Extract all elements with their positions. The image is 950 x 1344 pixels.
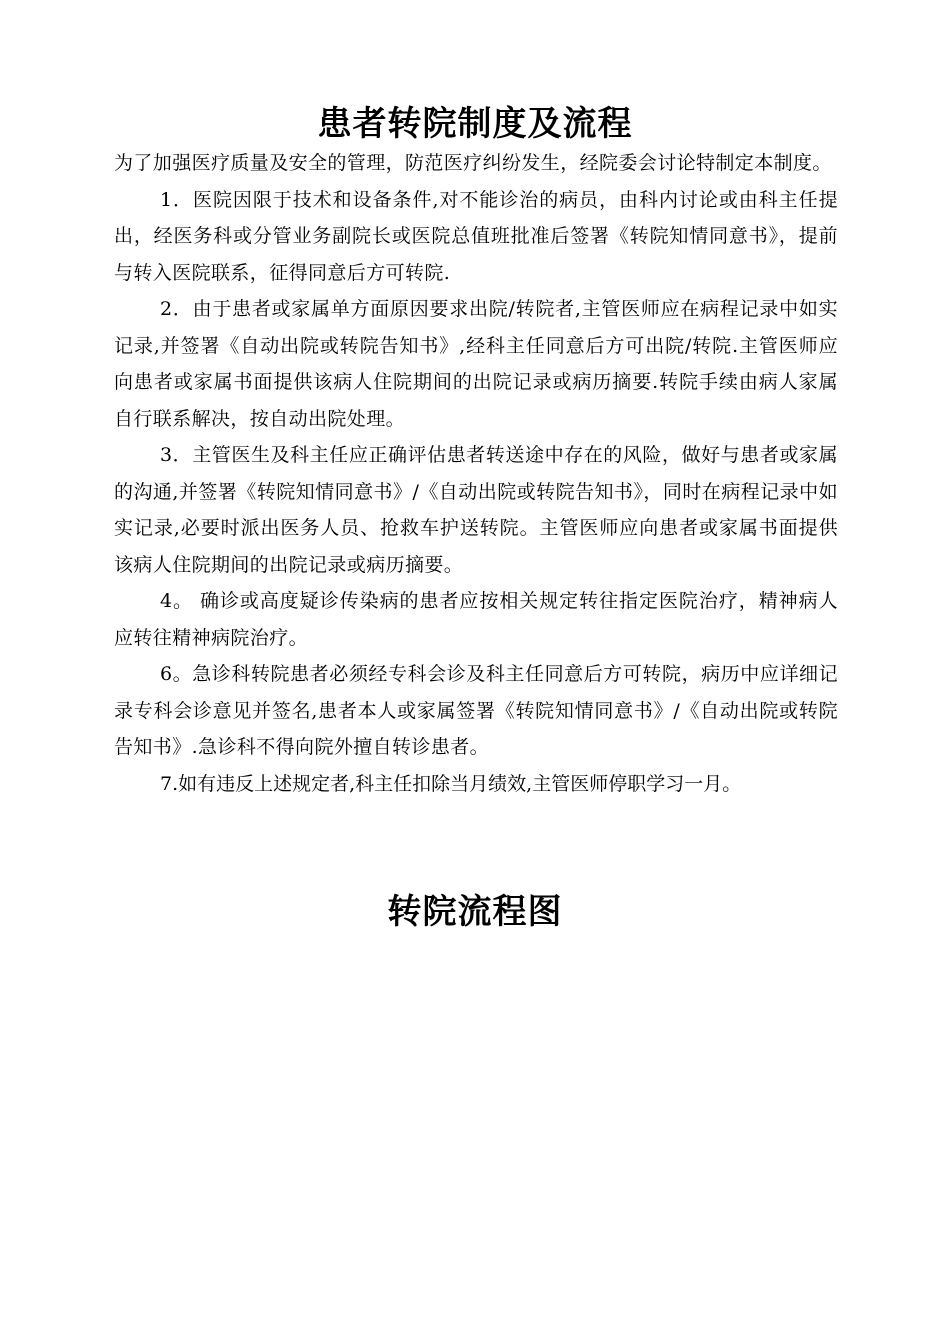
policy-item-4: 4。 确诊或高度疑诊传染病的患者应按相关规定转往指定医院治疗，精神病人应转往精神病院治疗。: [114, 590, 838, 649]
policy-item-3: 3．主管医生及科主任应正确评估患者转送途中存在的风险，做好与患者或家属的沟通,并签署《转院知情同意书》/《自动出院或转院告知书》，同时在病程记录中如实记录,必要时派出医务人员、抢救车护送转院。主管医师应向患者或家属书面提供该病人住院期间的出院记录或病历摘要。: [114, 444, 838, 576]
document-body: [114, 145, 838, 802]
flowchart-title: 转院流程图: [387, 892, 563, 932]
policy-item-1: 1．医院因限于技术和设备条件,对不能诊治的病员，由科内讨论或由科主任提出，经医务科或分管业务副院长或医院总值班批准后签署《转院知情同意书》，提前与转入医院联系，征得同意后方可转院.: [114, 188, 838, 284]
intro-paragraph: 为了加强医疗质量及安全的管理，防范医疗纠纷发生，经院委会讨论特制定本制度。: [114, 152, 832, 174]
document-title: 患者转院制度及流程: [317, 104, 633, 144]
policy-item-2: 2．由于患者或家属单方面原因要求出院/转院者,主管医师应在病程记录中如实记录,并签署《自动出院或转院告知书》,经科主任同意后方可出院/转院.主管医师应向患者或家属书面提供该病人住院期间的出院记录或病历摘要.转院手续由病人家属自行联系解决，按自动出院处理。: [114, 298, 838, 430]
policy-item-6: 6。急诊科转院患者必须经专科会诊及科主任同意后方可转院，病历中应详细记录专科会诊意见并签名,患者本人或家属签署《转院知情同意书》/《自动出院或转院告知书》.急诊科不得向院外擅自转诊患者。: [114, 663, 838, 758]
policy-item-7: 7.如有违反上述规定者,科主任扣除当月绩效,主管医师停职学习一月。: [160, 772, 742, 795]
